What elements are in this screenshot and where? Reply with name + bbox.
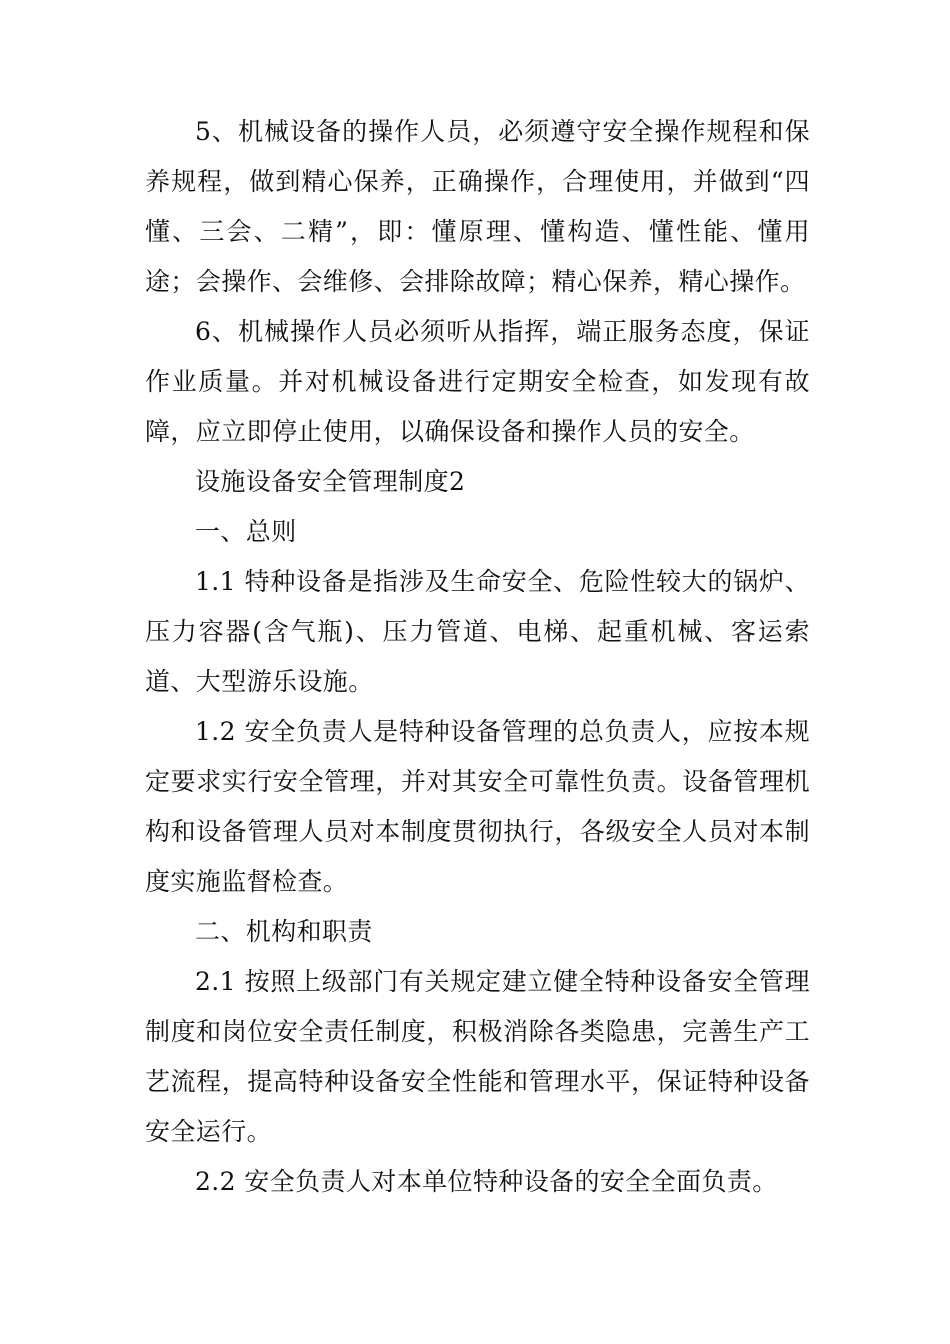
- paragraph-item-6: 6、机械操作人员必须听从指挥，端正服务态度，保证作业质量。并对机械设备进行定期安全检查，如发现有故障，应立即停止使用，以确保设备和操作人员的安全。: [145, 317, 810, 446]
- clause-2-2: 2.2 安全负责人对本单位特种设备的安全全面负责。: [195, 1167, 778, 1196]
- clause-1-2: 1.2 安全负责人是特种设备管理的总负责人，应按本规定要求实行安全管理，并对其安全可靠性负责。设备管理机构和设备管理人员对本制度贯彻执行，各级安全人员对本制度实施监督检查。: [145, 717, 810, 896]
- clause-2-1: 2.1 按照上级部门有关规定建立健全特种设备安全管理制度和岗位安全责任制度，积极消除各类隐患，完善生产工艺流程，提高特种设备安全性能和管理水平，保证特种设备安全运行。: [145, 967, 810, 1146]
- section-title: 设施设备安全管理制度2: [195, 467, 466, 496]
- clause-1-1: 1.1 特种设备是指涉及生命安全、危险性较大的锅炉、压力容器(含气瓶)、压力管道、电梯、起重机械、客运索道、大型游乐设施。: [145, 567, 810, 696]
- heading-general-principles: 一、总则: [195, 517, 297, 546]
- heading-organization-duties: 二、机构和职责: [195, 917, 373, 946]
- document-body: [145, 107, 810, 1207]
- paragraph-item-5: 5、机械设备的操作人员，必须遵守安全操作规程和保养规程，做到精心保养，正确操作，合理使用，并做到“四懂、三会、二精”，即：懂原理、懂构造、懂性能、懂用途；会操作、会维修、会排除故障；精心保养，精心操作。: [145, 117, 810, 296]
